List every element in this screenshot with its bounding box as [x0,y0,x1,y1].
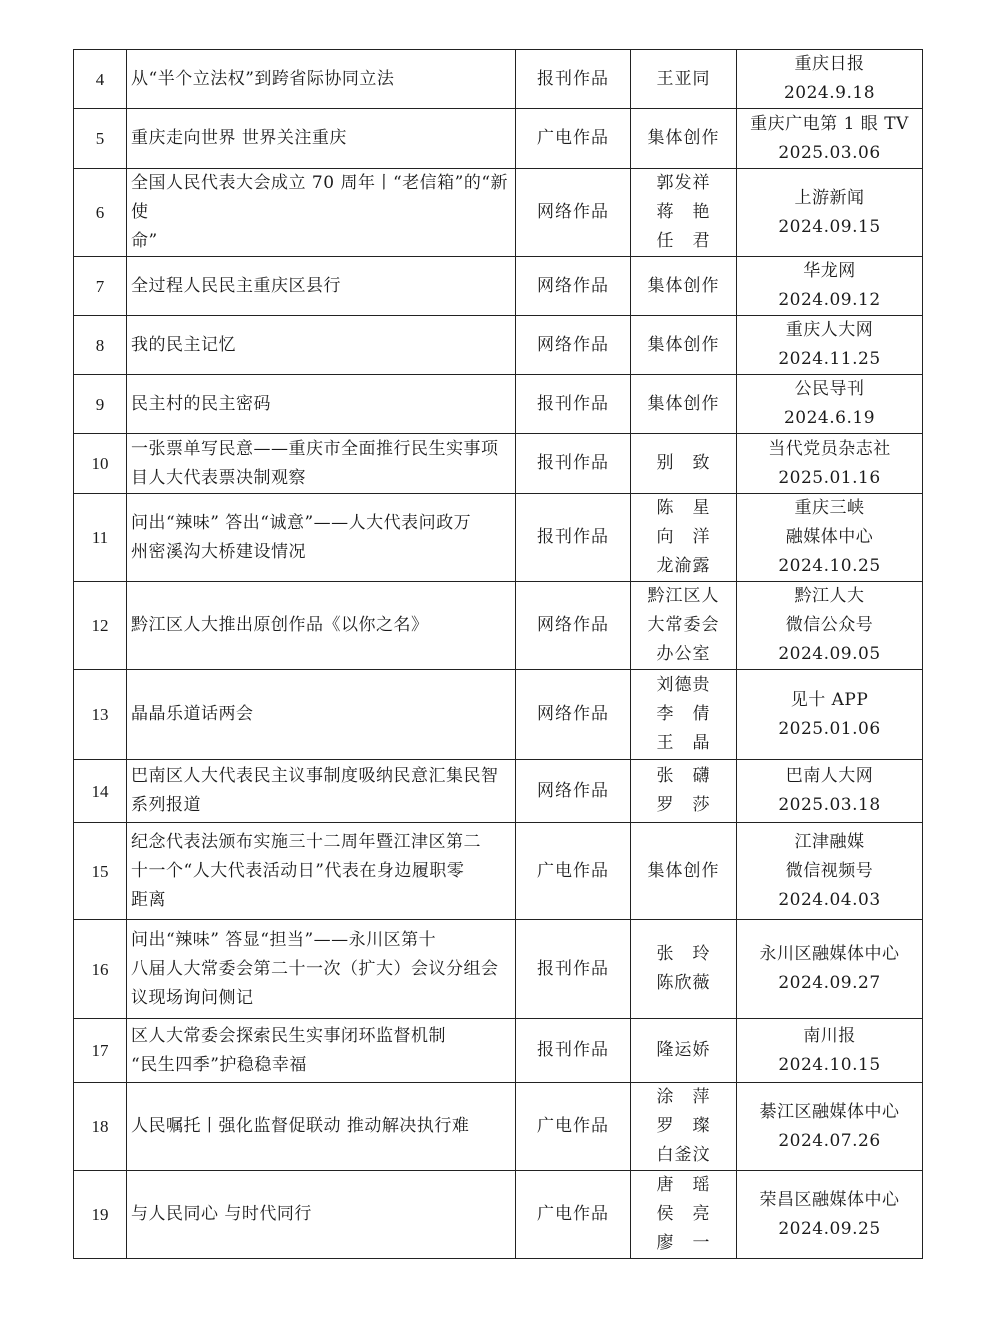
publish-date: 2024.07.26 [778,1130,881,1151]
author-name: 办公室 [656,644,711,664]
row-number: 16 [74,920,127,1019]
publication-info [737,109,923,169]
row-number: 15 [74,823,127,920]
work-type: 广电作品 [516,823,631,920]
author-name: 陈欣薇 [656,973,711,993]
work-type: 网络作品 [516,257,631,316]
work-title: 纪念代表法颁布实施三十二周年暨江津区第二 十一个“人大代表活动日”代表在身边履职零 距离 [127,823,516,920]
author-name: 廖 一 [656,1233,711,1253]
publisher-name: 江津融媒 [794,831,865,852]
table-row [74,823,923,920]
publication-info [737,169,923,257]
work-authors [631,50,737,109]
work-type: 网络作品 [516,670,631,760]
work-authors [631,109,737,169]
table-row [74,434,923,494]
row-number: 10 [74,434,127,494]
work-type: 报刊作品 [516,375,631,434]
row-number: 7 [74,257,127,316]
table-row [74,582,923,670]
work-type: 报刊作品 [516,920,631,1019]
work-title: 全过程人民民主重庆区县行 [127,257,516,316]
publish-date: 2024.09.15 [778,216,881,237]
table-row [74,109,923,169]
author-name: 向 洋 [656,527,711,547]
table-row [74,1019,923,1083]
publication-info [737,494,923,582]
author-name: 集体创作 [647,393,720,414]
publisher-name: 见十 APP [790,689,869,710]
author-name: 集体创作 [647,128,720,148]
publish-date: 2025.01.16 [778,467,881,488]
table-row [74,50,923,109]
table-row [74,316,923,375]
publisher-name: 重庆广电第 1 眼 TV [750,113,909,134]
publisher-name: 当代党员杂志社 [768,438,891,459]
publish-date: 2024.09.27 [778,973,881,993]
table-row [74,670,923,760]
publisher-name: 微信公众号 [785,615,874,635]
work-authors [631,434,737,494]
author-name: 陈 星 [656,498,711,518]
publisher-name: 荣昌区融媒体中心 [759,1189,900,1210]
publisher-name: 公民导刊 [794,379,865,399]
author-name: 王亚同 [656,68,711,89]
row-number: 14 [74,760,127,823]
author-name: 唐 瑶 [656,1175,711,1195]
publisher-name: 重庆日报 [794,54,865,74]
publication-info [737,1083,923,1171]
work-authors [631,316,737,375]
publish-date: 2024.09.25 [778,1218,881,1239]
work-type: 广电作品 [516,109,631,169]
work-title: 从“半个立法权”到跨省际协同立法 [127,50,516,109]
work-title: 区人大常委会探索民生实事闭环监督机制 “民生四季”护稳稳幸福 [127,1019,516,1083]
author-name: 任 君 [656,231,711,251]
work-title: 重庆走向世界 世界关注重庆 [127,109,516,169]
work-authors [631,582,737,670]
author-name: 李 倩 [656,704,711,724]
work-type: 广电作品 [516,1171,631,1259]
publication-info [737,920,923,1019]
author-name: 黔江区人 [647,586,720,606]
publish-date: 2024.04.03 [778,889,881,910]
work-title: 全国人民代表大会成立 70 周年丨“老信箱”的“新使 命” [127,169,516,257]
work-title: 与人民同心 与时代同行 [127,1171,516,1259]
publisher-name: 南川报 [803,1025,856,1046]
publication-info [737,760,923,823]
table-row [74,760,923,823]
publisher-name: 永川区融媒体中心 [759,944,900,964]
publish-date: 2025.01.06 [778,718,881,739]
row-number: 13 [74,670,127,760]
publication-info [737,582,923,670]
author-name: 张 礴 [656,766,711,786]
author-name: 罗 莎 [656,795,711,815]
work-title: 民主村的民主密码 [127,375,516,434]
work-type: 网络作品 [516,169,631,257]
row-number: 5 [74,109,127,169]
publication-info [737,670,923,760]
table-row [74,169,923,257]
work-authors [631,823,737,920]
row-number: 11 [74,494,127,582]
row-number: 17 [74,1019,127,1083]
publication-info [737,1019,923,1083]
author-name: 龙渝露 [656,556,711,576]
row-number: 6 [74,169,127,257]
table-row [74,1083,923,1171]
work-authors [631,494,737,582]
author-name: 蒋 艳 [656,202,711,222]
author-name: 王 晶 [656,733,711,753]
work-title: 问出“辣味” 答显“担当”——永川区第十 八届人大常委会第二十一次（扩大）会议分组会 议现场询问侧记 [127,920,516,1019]
work-authors [631,1083,737,1171]
work-type: 网络作品 [516,582,631,670]
work-title: 问出“辣味” 答出“诚意”——人大代表问政万 州密溪沟大桥建设情况 [127,494,516,582]
author-name: 罗 璨 [656,1116,711,1136]
publisher-name: 重庆三峡 [794,498,865,518]
author-name: 侯 亮 [656,1204,711,1224]
author-name: 集体创作 [647,275,720,296]
work-type: 网络作品 [516,316,631,375]
author-name: 别 致 [656,453,711,473]
author-name: 郭发祥 [656,173,711,193]
work-authors [631,169,737,257]
table-row [74,1171,923,1259]
publish-date: 2024.11.25 [778,349,881,369]
author-name: 张 玲 [656,944,711,964]
publisher-name: 巴南人大网 [785,766,874,786]
publisher-name: 融媒体中心 [785,527,874,547]
author-name: 大常委会 [647,615,720,635]
publication-info [737,375,923,434]
publish-date: 2024.10.15 [778,1054,881,1075]
table-row [74,257,923,316]
publish-date: 2024.10.25 [778,556,881,576]
table-body [74,50,923,1259]
work-authors [631,375,737,434]
work-authors [631,670,737,760]
publisher-name: 华龙网 [803,261,856,281]
work-title: 一张票单写民意——重庆市全面推行民生实事项 目人大代表票决制观察 [127,434,516,494]
work-authors [631,1019,737,1083]
row-number: 8 [74,316,127,375]
publish-date: 2025.03.18 [778,795,881,815]
author-name: 集体创作 [647,334,720,355]
publish-date: 2024.09.12 [778,290,881,310]
work-authors [631,920,737,1019]
work-authors [631,257,737,316]
row-number: 9 [74,375,127,434]
publication-info [737,50,923,109]
row-number: 4 [74,50,127,109]
publisher-name: 微信视频号 [785,860,874,881]
work-title: 我的民主记忆 [127,316,516,375]
publication-info [737,1171,923,1259]
row-number: 18 [74,1083,127,1171]
work-type: 网络作品 [516,760,631,823]
publication-info [737,316,923,375]
publication-info [737,823,923,920]
table-row [74,494,923,582]
publication-info [737,257,923,316]
work-title: 人民嘱托丨强化监督促联动 推动解决执行难 [127,1083,516,1171]
work-type: 报刊作品 [516,494,631,582]
publication-info [737,434,923,494]
work-title: 黔江区人大推出原创作品《以你之名》 [127,582,516,670]
publish-date: 2024.09.05 [778,644,881,664]
work-type: 广电作品 [516,1083,631,1171]
publish-date: 2024.9.18 [783,83,876,103]
publisher-name: 上游新闻 [794,187,865,208]
publish-date: 2024.6.19 [783,408,876,428]
author-name: 白釜汶 [656,1145,711,1165]
work-type: 报刊作品 [516,50,631,109]
work-authors [631,1171,737,1259]
work-authors [631,760,737,823]
publish-date: 2025.03.06 [778,142,881,163]
table-row [74,375,923,434]
author-name: 隆运娇 [656,1040,711,1060]
publisher-name: 重庆人大网 [785,320,874,340]
work-title: 晶晶乐道话两会 [127,670,516,760]
table-row [74,920,923,1019]
award-list-table [73,49,923,1259]
publisher-name: 黔江人大 [794,586,865,606]
work-type: 报刊作品 [516,434,631,494]
row-number: 19 [74,1171,127,1259]
work-title: 巴南区人大代表民主议事制度吸纳民意汇集民智 系列报道 [127,760,516,823]
author-name: 集体创作 [647,860,720,881]
author-name: 涂 萍 [656,1087,711,1107]
author-name: 刘德贵 [656,675,711,695]
work-type: 报刊作品 [516,1019,631,1083]
publisher-name: 綦江区融媒体中心 [759,1101,900,1122]
row-number: 12 [74,582,127,670]
